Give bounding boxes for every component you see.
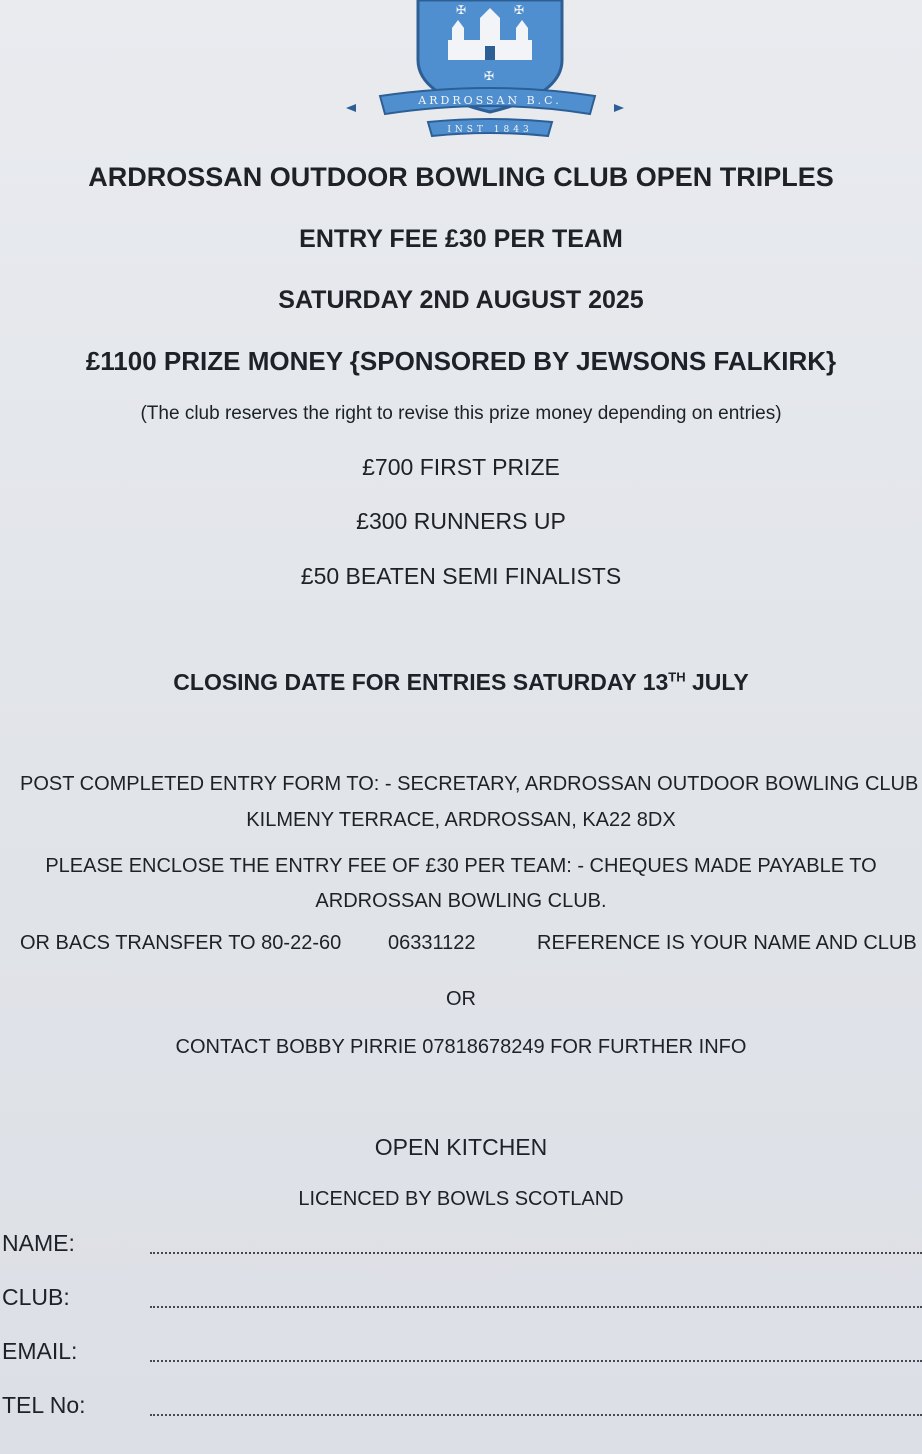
bacs-account-number: 06331122 — [388, 932, 476, 954]
tel-field — [2, 1392, 922, 1432]
event-date: SATURDAY 2ND AUGUST 2025 — [278, 286, 644, 314]
semi-finalist-prize: £50 BEATEN SEMI FINALISTS — [300, 563, 622, 589]
first-prize: £700 FIRST PRIZE — [362, 454, 560, 480]
email-write-line[interactable] — [150, 1360, 922, 1362]
prize-revision-note: (The club reserves the right to revise this prize money depending on entries) — [140, 403, 782, 424]
fee-instruction-line-1: PLEASE ENCLOSE THE ENTRY FEE OF £30 PER TEAM: - CHEQUES MADE PAYABLE TO — [45, 855, 877, 877]
email-field — [2, 1338, 922, 1378]
licence-note: LICENCED BY BOWLS SCOTLAND — [298, 1188, 624, 1210]
name-label: NAME: — [2, 1230, 75, 1256]
club-crest-logo — [340, 0, 630, 140]
closing-date — [0, 669, 922, 696]
closing-date-prefix: CLOSING DATE FOR ENTRIES SATURDAY 13 — [173, 669, 669, 695]
closing-date-ordinal: TH — [668, 669, 686, 685]
tel-label: TEL No: — [2, 1392, 86, 1418]
fee-instruction-line-2: ARDROSSAN BOWLING CLUB. — [315, 890, 607, 912]
event-title: ARDROSSAN OUTDOOR BOWLING CLUB OPEN TRIPLES — [88, 162, 834, 192]
svg-text:✠: ✠ — [456, 3, 467, 17]
club-label: CLUB: — [2, 1284, 70, 1310]
club-field — [2, 1284, 922, 1324]
svg-text:✠: ✠ — [484, 69, 495, 83]
bacs-sort-code: OR BACS TRANSFER TO 80-22-60 — [20, 932, 342, 954]
post-address-line-2: KILMENY TERRACE, ARDROSSAN, KA22 8DX — [246, 809, 676, 831]
entry-fee-heading: ENTRY FEE £30 PER TEAM — [299, 225, 623, 253]
crest-inst-text: INST 1843 — [447, 125, 533, 135]
name-write-line[interactable] — [150, 1252, 922, 1254]
club-write-line[interactable] — [150, 1306, 922, 1308]
bacs-reference: REFERENCE IS YOUR NAME AND CLUB — [537, 932, 917, 954]
name-field — [2, 1230, 922, 1270]
prize-money-heading: £1100 PRIZE MONEY {SPONSORED BY JEWSONS FALKIRK} — [85, 346, 837, 376]
post-address-line-1: POST COMPLETED ENTRY FORM TO: - SECRETARY, ARDROSSAN OUTDOOR BOWLING CLUB — [20, 773, 919, 795]
svg-text:✠: ✠ — [514, 3, 525, 17]
runners-up-prize: £300 RUNNERS UP — [356, 508, 566, 534]
contact-info: CONTACT BOBBY PIRRIE 07818678249 FOR FURTHER INFO — [175, 1036, 747, 1058]
tel-write-line[interactable] — [150, 1414, 922, 1416]
crest-ribbon-text: ARDROSSAN B.C. — [418, 94, 562, 107]
closing-date-suffix: JULY — [685, 669, 749, 695]
or-separator: OR — [446, 988, 476, 1010]
email-label: EMAIL: — [2, 1338, 78, 1364]
open-kitchen: OPEN KITCHEN — [374, 1134, 548, 1160]
